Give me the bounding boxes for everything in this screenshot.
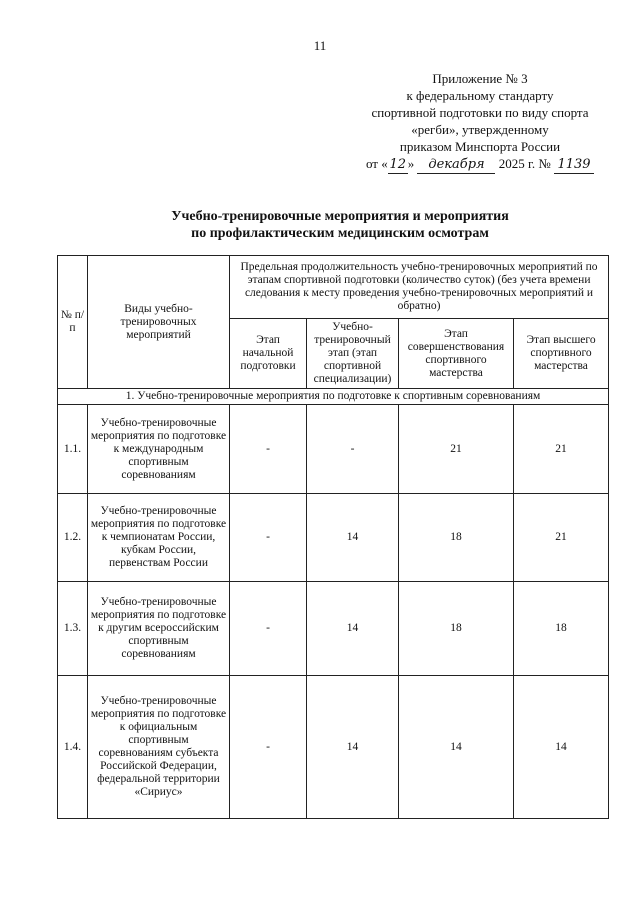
row-activity: Учебно-тренировочные мероприятия по подготовке к чемпионатам России, кубкам России, первенствам России [88,494,230,582]
handwritten-month: декабря [417,156,495,174]
row-activity: Учебно-тренировочные мероприятия по подготовке к официальным спортивным соревнованиям субъекта Российской Федерации, федеральной территории «Сириус» [88,676,230,819]
row-activity: Учебно-тренировочные мероприятия по подготовке к другим всероссийским спортивным соревнованиям [88,582,230,676]
appendix-line: приказом Минспорта России [399,139,561,154]
row-activity: Учебно-тренировочные мероприятия по подготовке к международным спортивным соревнованиям [88,405,230,494]
appendix-line: к федеральному стандарту [406,88,554,103]
table-row [58,494,609,582]
header-number: № п/п [58,256,88,389]
row-number: 1.2. [58,494,88,582]
training-schedule-table [57,255,609,819]
appendix-line: Приложение № 3 [432,71,528,86]
row-value: - [230,405,307,494]
section-heading: 1. Учебно-тренировочные мероприятия по подготовке к спортивным соревнованиям [58,389,609,405]
row-value: 14 [399,676,514,819]
row-number: 1.3. [58,582,88,676]
row-value: 18 [514,582,609,676]
header-stage: Учебно-тренировочный этап (этап спортивной специализации) [307,319,399,389]
row-number: 1.1. [58,405,88,494]
row-value: 14 [307,494,399,582]
row-value: - [307,405,399,494]
row-number: 1.4. [58,676,88,819]
header-stage: Этап совершенствования спортивного мастерства [399,319,514,389]
row-value: 14 [307,582,399,676]
date-mid: » [407,156,415,171]
page-number: 11 [313,38,327,53]
title-line: по профилактическим медицинским осмотрам [191,226,489,241]
row-value: 14 [514,676,609,819]
document-title [40,208,640,242]
row-value: 21 [399,405,514,494]
row-value: - [230,676,307,819]
table-row [58,405,609,494]
date-year: 2025 г. № [498,156,551,171]
table-row [58,582,609,676]
header-stage: Этап высшего спортивного мастерства [514,319,609,389]
handwritten-day: 12 [389,157,406,172]
title-line: Учебно-тренировочные мероприятия и мероприятия [171,209,509,224]
row-value: - [230,582,307,676]
appendix-line: спортивной подготовки по виду спорта [371,105,589,120]
header-stage: Этап начальной подготовки [230,319,307,389]
row-value: - [230,494,307,582]
table-row [58,676,609,819]
appendix-line: «регби», утвержденному [411,122,549,137]
header-duration: Предельная продолжительность учебно-тренировочных мероприятий по этапам спортивной подготовки (количество суток) (без учета времени следования к месту проведения учебно-тренировочных мероприятий и обратно) [230,256,609,319]
row-value: 21 [514,405,609,494]
row-value: 14 [307,676,399,819]
order-date-line [330,155,630,174]
header-activity-type: Виды учебно-тренировочных мероприятий [88,256,230,389]
row-value: 21 [514,494,609,582]
appendix-header [330,70,630,174]
row-value: 18 [399,494,514,582]
handwritten-order-number: 1139 [554,156,594,174]
date-prefix: от « [365,156,388,171]
row-value: 18 [399,582,514,676]
